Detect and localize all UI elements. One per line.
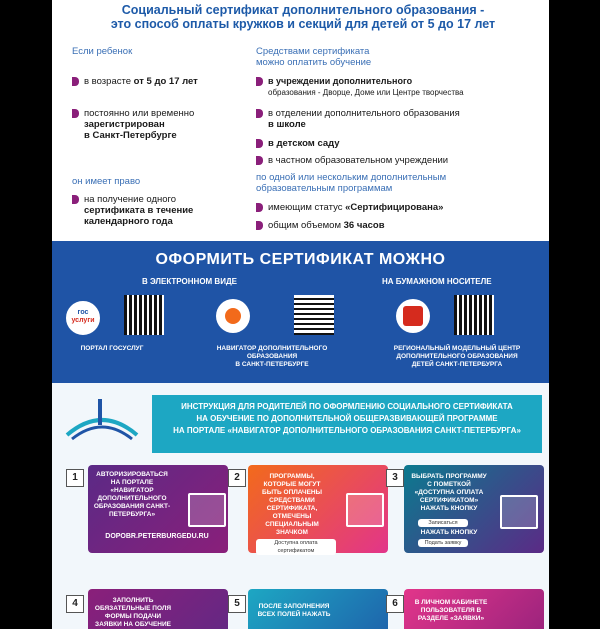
instruction-section xyxy=(52,383,549,629)
step-3-card xyxy=(404,465,544,553)
step-4-number: 4 xyxy=(66,595,84,613)
left-heading-1: Если ребенок xyxy=(72,46,133,57)
step-6-number: 6 xyxy=(386,595,404,613)
bullet-text: на получение одного xyxy=(84,194,177,205)
right-bullet-school xyxy=(256,108,549,130)
bullet-bold: в школе xyxy=(268,119,306,130)
instruction-banner xyxy=(152,395,542,453)
bullet-bold: в учреждении дополнительного xyxy=(268,76,413,86)
right-bullet-private: в частном образовательном учреждении xyxy=(256,155,549,166)
instruction-line: НА ПОРТАЛЕ «НАВИГАТОР ДОПОЛНИТЕЛЬНОГО ОБРАЗОВАНИЯ САНКТ-ПЕТЕРБУРГА» xyxy=(173,426,521,435)
heading-line: Средствами сертификата xyxy=(256,46,370,57)
step-text: ПРОГРАММЫ, КОТОРЫЕ МОГУТ БЫТЬ ОПЛАЧЕНЫ СРЕДСТВАМИ СЕРТИФИКАТА, ОТМЕЧЕНЫ СПЕЦИАЛЬНЫМ ЗНАЧКОМ xyxy=(262,473,322,536)
heading-line: по одной или нескольким дополнительным xyxy=(256,172,447,183)
bullet-text: общим объемом xyxy=(268,220,344,231)
bullet-text: постоянно или временно xyxy=(84,108,195,119)
bullet-bold: «Сертифицирована» xyxy=(345,202,444,213)
bullet-bold: в Санкт-Петербурге xyxy=(84,130,177,141)
bullet-text: имеющим статус xyxy=(268,202,346,213)
qr-code-gosuslugi-icon[interactable] xyxy=(124,295,164,335)
register-band xyxy=(52,241,549,383)
qr-code-navigator-icon[interactable] xyxy=(294,295,334,335)
bullet-bold: от 5 до 17 лет xyxy=(133,76,198,87)
bullet-bold: 36 часов xyxy=(343,220,385,231)
right-bullet-hours xyxy=(256,220,549,231)
bullet-text: в возрасте xyxy=(84,76,134,87)
step-2-number: 2 xyxy=(228,469,246,487)
step-2-card xyxy=(248,465,388,553)
form-icon xyxy=(346,493,384,527)
step-text: ПОСЛЕ ЗАПОЛНЕНИЯ ВСЕХ ПОЛЕЙ НАЖАТЬ xyxy=(257,603,331,618)
payment-icon xyxy=(500,495,538,529)
title-line-2: это способ оплаты кружков и секций для детей от 5 до 17 лет xyxy=(110,17,496,31)
enroll-button[interactable]: Записаться xyxy=(418,519,468,527)
caption-line: ДОПОЛНИТЕЛЬНОГО ОБРАЗОВАНИЯ xyxy=(396,353,518,360)
step-4-card xyxy=(88,589,228,629)
emblem-icon xyxy=(62,395,142,445)
caption-gosuslugi: ПОРТАЛ ГОСУСЛУГ xyxy=(80,345,144,352)
poster-page xyxy=(52,0,549,629)
left-bullet-right xyxy=(72,194,284,227)
step-text: ЗАПОЛНИТЬ ОБЯЗАТЕЛЬНЫЕ ПОЛЯ ФОРМЫ ПОДАЧИ ЗАЯВКИ НА ОБУЧЕНИЕ xyxy=(94,597,172,628)
band-title: ОФОРМИТЬ СЕРТИФИКАТ МОЖНО xyxy=(155,251,446,268)
step-5-number: 5 xyxy=(228,595,246,613)
qr-code-regional-icon[interactable] xyxy=(454,295,494,335)
right-heading-1 xyxy=(256,46,371,68)
certificate-badge: Доступна оплата сертификатом xyxy=(256,539,336,555)
step-1-number: 1 xyxy=(66,469,84,487)
caption-line: В САНКТ-ПЕТЕРБУРГЕ xyxy=(235,361,309,368)
step-link[interactable]: DOPOBR.PETERBURGEDU.RU xyxy=(105,533,209,540)
navigator-logo-icon xyxy=(216,299,250,333)
logo-text: услуги xyxy=(71,317,95,324)
step-text: АВТОРИЗИРОВАТЬСЯ НА ПОРТАЛЕ «НАВИГАТОР ДОПОЛНИТЕЛЬНОГО ОБРАЗОВАНИЯ САНКТ-ПЕТЕРБУРГА» xyxy=(93,471,171,518)
step-5-card xyxy=(248,589,388,629)
bullet-bold: сертификата в течение xyxy=(84,205,194,216)
computer-icon xyxy=(188,493,226,527)
caption-line: ДЕТЕЙ САНКТ-ПЕТЕРБУРГА xyxy=(411,361,503,368)
left-bullet-age xyxy=(72,76,284,87)
bullet-bold: календарного года xyxy=(84,216,173,227)
right-bullet-institution xyxy=(256,76,549,98)
step-text: В ЛИЧНОМ КАБИНЕТЕ ПОЛЬЗОВАТЕЛЯ В РАЗДЕЛЕ «ЗАЯВКИ» xyxy=(414,599,488,622)
regional-center-logo-icon xyxy=(396,299,430,333)
bullet-text: в отделении дополнительного образования xyxy=(268,108,460,119)
left-heading-2: он имеет право xyxy=(72,176,141,187)
instruction-line: НА ОБУЧЕНИЕ ПО ДОПОЛНИТЕЛЬНОЙ ОБЩЕРАЗВИВАЮЩЕЙ ПРОГРАММЕ xyxy=(196,414,498,423)
poster-title xyxy=(68,3,538,31)
step-text: ВЫБРАТЬ ПРОГРАММУ С ПОМЕТКОЙ «ДОСТУПНА ОПЛАТА СЕРТИФИКАТОМ» НАЖАТЬ КНОПКУ xyxy=(411,473,487,512)
caption-line: НАВИГАТОР ДОПОЛНИТЕЛЬНОГО ОБРАЗОВАНИЯ xyxy=(216,345,328,360)
step-3-number: 3 xyxy=(386,469,404,487)
heading-line: можно оплатить обучение xyxy=(256,57,372,68)
bullet-text: образования - Дворце, Доме или Центре творчества xyxy=(268,88,464,97)
right-bullet-kindergarten: в детском саду xyxy=(256,138,549,149)
right-heading-2 xyxy=(256,172,446,194)
step-6-card xyxy=(404,589,544,629)
electronic-label: В ЭЛЕКТРОННОМ ВИДЕ xyxy=(142,277,237,286)
heading-line: образовательным программам xyxy=(256,183,393,194)
left-bullet-registered xyxy=(72,108,284,141)
step-1-card xyxy=(88,465,228,553)
gosuslugi-logo-icon xyxy=(64,299,102,337)
submit-request-button[interactable]: Подать заявку xyxy=(418,539,468,547)
caption-navigator xyxy=(192,345,352,369)
right-bullet-status xyxy=(256,202,549,213)
paper-label: НА БУМАЖНОМ НОСИТЕЛЕ xyxy=(382,277,492,286)
step-text: НАЖАТЬ КНОПКУ xyxy=(420,529,478,536)
caption-regional xyxy=(372,345,542,369)
title-line-1: Социальный сертификат дополнительного образования - xyxy=(121,3,485,17)
instruction-line: ИНСТРУКЦИЯ ДЛЯ РОДИТЕЛЕЙ ПО ОФОРМЛЕНИЮ СОЦИАЛЬНОГО СЕРТИФИКАТА xyxy=(181,402,513,411)
bullet-bold: зарегистрирован xyxy=(84,119,165,130)
logo-text: гос xyxy=(77,309,89,316)
certificate-info-section xyxy=(52,0,549,245)
caption-line: РЕГИОНАЛЬНЫЙ МОДЕЛЬНЫЙ ЦЕНТР xyxy=(393,345,521,352)
